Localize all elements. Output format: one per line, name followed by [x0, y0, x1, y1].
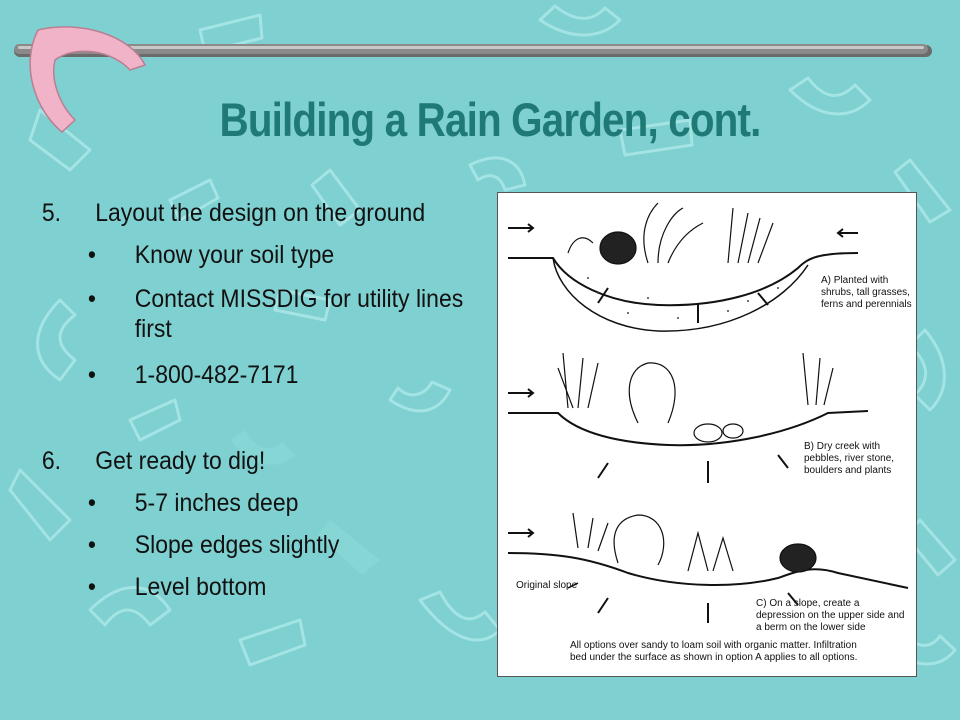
bullet-glyph: • [87, 531, 96, 559]
item-text: Layout the design on the ground [95, 199, 426, 227]
item-text: Get ready to dig! [95, 447, 266, 475]
original-slope-label: Original slope [516, 580, 578, 591]
item-number: 6. [41, 447, 62, 475]
title-bar-icon [14, 40, 932, 60]
bullet-text: 5-7 inches deep [134, 489, 299, 517]
figure-label-a: A) Planted with shrubs, tall grasses, ferns and perennials [821, 275, 912, 310]
item-number: 5. [41, 199, 62, 227]
figure-caption: All options over sandy to loam soil with organic matter. Infiltration bed under the surface as shown in option A applies to all options. [570, 640, 858, 663]
figure-label-b: B) Dry creek with pebbles, river stone, boulders and plants [804, 441, 895, 476]
rain-garden-figure [497, 192, 917, 677]
bullet-glyph: • [87, 573, 96, 601]
bullet-text: Slope edges slightly [134, 531, 340, 559]
bullet-text: Know your soil type [134, 241, 335, 269]
slide-title: Building a Rain Garden, cont. [219, 93, 761, 146]
bullet-glyph: • [87, 361, 96, 389]
bullet-text: Level bottom [134, 573, 267, 601]
bullet-glyph: • [87, 241, 96, 269]
bullet-glyph: • [87, 285, 96, 313]
figure-label-c: C) On a slope, create a depression on the upper side and a berm on the lower side [756, 598, 905, 633]
bullet-text: Contact MISSDIG for utility lines first [134, 285, 464, 343]
bullet-glyph: • [87, 489, 96, 517]
bullet-text: 1-800-482-7171 [134, 361, 299, 389]
